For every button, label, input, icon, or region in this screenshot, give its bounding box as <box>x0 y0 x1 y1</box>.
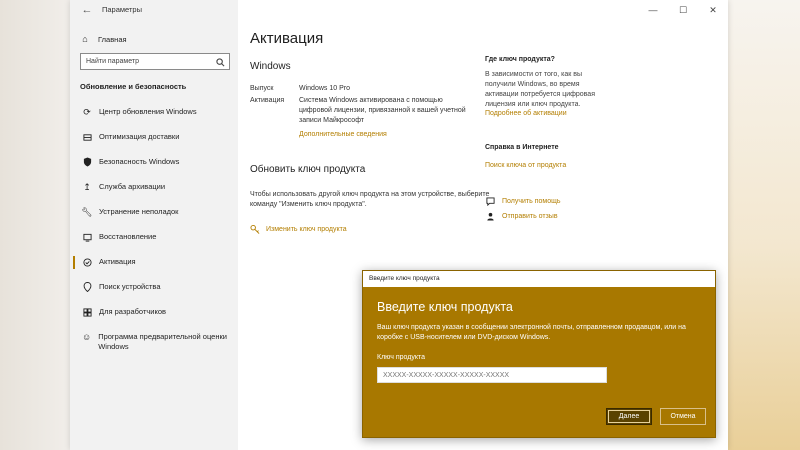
windows-heading: Windows <box>250 61 291 72</box>
shield-icon <box>82 157 92 167</box>
dialog-heading: Введите ключ продукта <box>377 300 513 314</box>
search-placeholder: Найти параметр <box>86 58 139 65</box>
sidebar-item-delivery-optimization[interactable] <box>70 125 238 150</box>
dialog-description: Ваш ключ продукта указан в сообщении электронной почты, отправленном продавцом, или на коробке с USB-носителем или DVD-диском Windows. <box>377 324 686 341</box>
change-key-label: Изменить ключ продукта <box>266 225 347 233</box>
get-help-link[interactable] <box>485 196 561 206</box>
feedback-label: Отправить отзыв <box>502 212 558 220</box>
update-key-description: Чтобы использовать другой ключ продукта на этом устройстве, выберите команду "Изменить ключ продукта". <box>250 191 490 208</box>
where-key-title: Где ключ продукта? <box>485 56 555 63</box>
activation-row <box>250 96 500 128</box>
sidebar-item-recovery[interactable] <box>70 225 238 250</box>
edition-label: Выпуск <box>250 85 274 92</box>
edition-value: Windows 10 Pro <box>299 85 350 92</box>
chat-help-icon <box>485 196 495 206</box>
sidebar-item-label: Для разработчиков <box>99 307 166 316</box>
backup-icon: ↥ <box>83 182 91 192</box>
recovery-icon <box>82 232 92 242</box>
delivery-icon <box>82 132 92 142</box>
close-button[interactable]: ✕ <box>709 4 717 15</box>
window-title: Параметры <box>102 5 142 14</box>
sidebar-item-find-device[interactable] <box>70 275 238 300</box>
update-key-heading: Обновить ключ продукта <box>250 164 366 175</box>
sidebar-nav <box>70 100 238 357</box>
feedback-person-icon <box>485 211 495 221</box>
developer-icon <box>82 307 92 317</box>
sidebar-item-label: Безопасность Windows <box>99 157 180 166</box>
sidebar-home-label: Главная <box>98 34 127 44</box>
sidebar-item-backup[interactable] <box>70 175 238 200</box>
learn-more-link[interactable]: Подробнее об активации <box>485 110 567 117</box>
back-arrow-icon[interactable]: ← <box>81 4 93 16</box>
page-title: Активация <box>250 30 324 47</box>
product-key-label: Ключ продукта <box>377 354 426 361</box>
sidebar-item-label: Служба архивации <box>99 182 166 191</box>
sidebar-item-insider[interactable] <box>70 325 238 357</box>
web-help-title: Справка в Интернете <box>485 144 559 151</box>
background-right <box>728 0 800 450</box>
sidebar-item-activation[interactable] <box>70 250 238 275</box>
feedback-link[interactable] <box>485 211 558 221</box>
change-key-button[interactable] <box>250 224 347 234</box>
dialog-title-bar: Введите ключ продукта <box>363 271 715 287</box>
sidebar-item-windows-security[interactable] <box>70 150 238 175</box>
sync-icon: ⟳ <box>83 107 91 117</box>
sidebar-item-label: Программа предварительной оценки Windows <box>98 332 227 351</box>
cancel-button[interactable]: Отмена <box>660 408 706 425</box>
sidebar-item-label: Активация <box>99 257 136 266</box>
sidebar-home[interactable] <box>80 34 127 44</box>
insider-icon: ☺ <box>82 332 92 342</box>
maximize-button[interactable]: ☐ <box>678 4 688 15</box>
search-input[interactable] <box>80 53 230 70</box>
home-icon: ⌂ <box>82 34 88 44</box>
wrench-icon: 🔧︎ <box>81 207 93 217</box>
minimize-button[interactable]: — <box>648 5 658 15</box>
search-icon <box>215 57 225 67</box>
activation-label: Активация <box>250 97 285 104</box>
key-icon <box>250 224 260 234</box>
sidebar-item-label: Устранение неполадок <box>99 207 179 216</box>
next-button[interactable]: Далее <box>606 408 652 425</box>
sidebar-item-label: Оптимизация доставки <box>99 132 180 141</box>
get-help-label: Получить помощь <box>502 197 561 205</box>
sidebar-item-label: Восстановление <box>99 232 157 241</box>
edition-row <box>250 84 500 96</box>
product-key-dialog <box>362 270 716 438</box>
sidebar-item-windows-update[interactable] <box>70 100 238 125</box>
sidebar <box>70 0 238 450</box>
background-left <box>0 0 70 450</box>
sidebar-item-troubleshoot[interactable] <box>70 200 238 225</box>
find-key-link[interactable]: Поиск ключа от продукта <box>485 162 567 169</box>
product-key-input[interactable] <box>377 367 607 383</box>
sidebar-section-title: Обновление и безопасность <box>80 82 187 91</box>
find-device-icon <box>82 282 92 292</box>
check-circle-icon <box>82 257 92 267</box>
sidebar-item-label: Поиск устройства <box>99 282 161 291</box>
where-key-text: В зависимости от того, как вы получили Windows, во время активации потребуется цифровая лицензия или ключ продукта. <box>485 71 595 108</box>
more-info-link[interactable]: Дополнительные сведения <box>299 131 387 138</box>
sidebar-item-developers[interactable] <box>70 300 238 325</box>
sidebar-item-label: Центр обновления Windows <box>99 107 197 116</box>
activation-value: Система Windows активирована с помощью цифровой лицензии, привязанной к вашей учетной записи Майкрософт <box>299 97 466 124</box>
